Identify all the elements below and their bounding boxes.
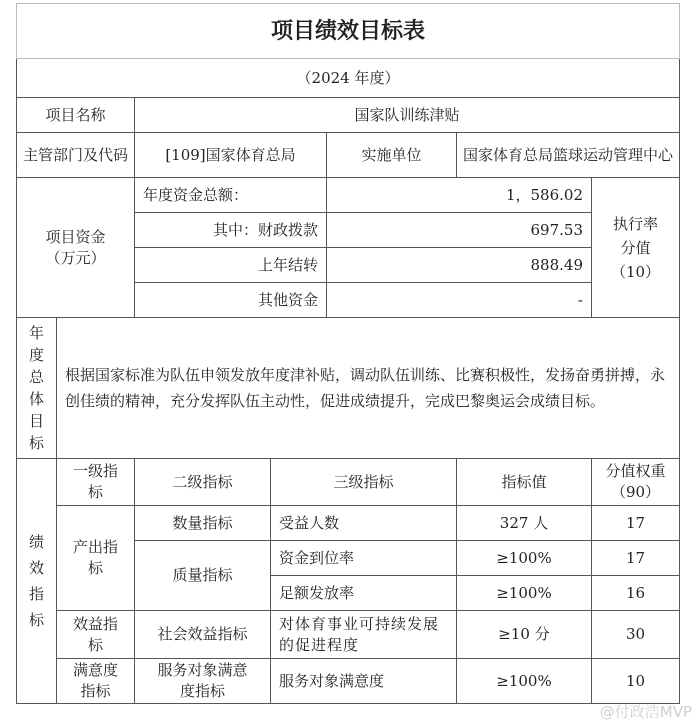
impl-unit-label: 实施单位	[327, 133, 457, 178]
performance-target-table	[16, 3, 680, 704]
level3-cell: 足额发放率	[271, 576, 457, 611]
indicator-weight: 17	[592, 541, 680, 576]
indicator-weight: 10	[592, 659, 680, 704]
indicator-weight: 16	[592, 576, 680, 611]
funding-row-label: 其中：财政拨款	[135, 213, 327, 248]
header-weight: 分值权重（90）	[592, 459, 680, 506]
impl-unit-value: 国家体育总局篮球运动管理中心	[457, 133, 680, 178]
header-value: 指标值	[457, 459, 592, 506]
funding-label: 项目资金（万元）	[17, 178, 135, 318]
level1-satisfaction: 满意度指标	[57, 659, 135, 704]
funding-row-value: -	[327, 283, 592, 318]
level1-benefit: 效益指标	[57, 611, 135, 659]
level3-cell: 资金到位率	[271, 541, 457, 576]
header-level3: 三级指标	[271, 459, 457, 506]
funding-row-value: 1，586.02	[327, 178, 592, 213]
indicator-value: ≥100%	[457, 576, 592, 611]
level3-cell: 受益人数	[271, 506, 457, 541]
indicator-value: ≥10 分	[457, 611, 592, 659]
level3-cell: 服务对象满意度	[271, 659, 457, 704]
funding-row-label: 上年结转	[135, 248, 327, 283]
department-label: 主管部门及代码	[17, 133, 135, 178]
header-level1: 一级指标	[57, 459, 135, 506]
department-value: [109]国家体育总局	[135, 133, 327, 178]
level2-quality: 质量指标	[135, 541, 271, 611]
goal-label: 年度总体目标	[17, 318, 57, 459]
indicator-value: 327 人	[457, 506, 592, 541]
header-level2: 二级指标	[135, 459, 271, 506]
level2-social: 社会效益指标	[135, 611, 271, 659]
level3-cell: 对体育事业可持续发展的促进程度	[271, 611, 457, 659]
project-name-value: 国家队训练津贴	[135, 98, 680, 133]
project-name-label: 项目名称	[17, 98, 135, 133]
rate-label: 执行率分值（10）	[592, 178, 680, 318]
goal-text: 根据国家标准为队伍申领发放年度津补贴，调动队伍训练、比赛积极性，发扬奋勇拼搏，永创佳绩的精神，充分发挥队伍主动性，促进成绩提升，完成巴黎奥运会成绩目标。	[57, 318, 680, 459]
funding-row-label: 年度资金总额：	[135, 178, 327, 213]
indicator-value: ≥100%	[457, 659, 592, 704]
table-year: （2024 年度）	[17, 59, 680, 98]
watermark: @付政浩MVP	[599, 703, 692, 721]
funding-row-value: 888.49	[327, 248, 592, 283]
funding-row-label: 其他资金	[135, 283, 327, 318]
indicator-value: ≥100%	[457, 541, 592, 576]
indicator-weight: 30	[592, 611, 680, 659]
indicator-weight: 17	[592, 506, 680, 541]
funding-row-value: 697.53	[327, 213, 592, 248]
level2-satisfaction: 服务对象满意度指标	[135, 659, 271, 704]
indicators-label: 绩效指标	[17, 459, 57, 704]
level1-output: 产出指标	[57, 506, 135, 611]
level2-quantity: 数量指标	[135, 506, 271, 541]
table-title: 项目绩效目标表	[17, 4, 680, 59]
